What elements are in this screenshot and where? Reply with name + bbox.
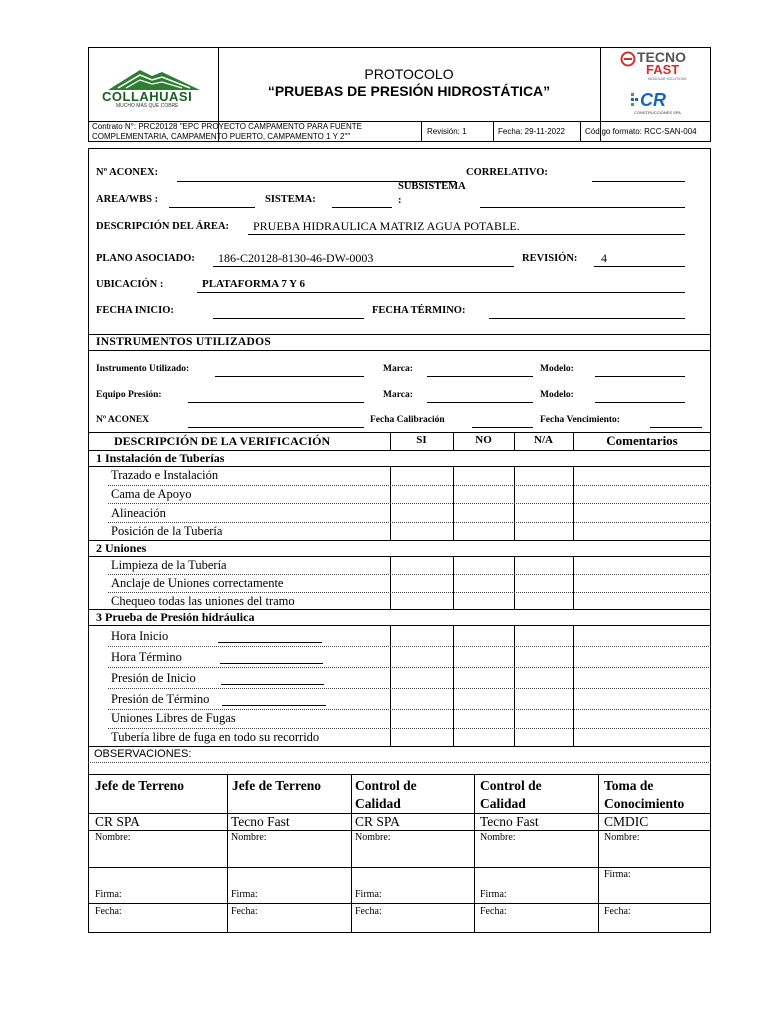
fecha-inicio-label: FECHA INICIO: [96,305,174,316]
section-3-title: 3 Prueba de Presión hidráulica [96,610,255,624]
document-title [218,66,600,100]
modelo2-label: Modelo: [540,390,574,400]
fecha-field-4[interactable]: Fecha: [480,906,507,917]
role-control-calidad-tf: Control de Calidad [480,778,542,811]
fecha-field-1[interactable]: Fecha: [95,906,122,917]
ubicacion-value[interactable]: PLATAFORMA 7 Y 6 [202,278,305,290]
cr-logo [630,90,690,118]
no-header: NO [475,434,492,446]
sistema-label: SISTEMA: [265,194,316,205]
equipo-presion-label: Equipo Presión: [96,390,162,400]
role-control-calidad-cr: Control de Calidad [355,778,417,811]
area-wbs-label: AREA/WBS : [96,194,159,205]
contract-info: Contrato N°: PRC20128 "EPC PROYECTO CAMPAMENTO PARA FUENTE COMPLEMENTARIA, CAMPAMENTO PUERTO, CAMPAMENTO 1 Y 2"" [92,122,362,141]
fecha-field-2[interactable]: Fecha: [231,906,258,917]
descripcion-area-label: DESCRIPCIÓN DEL ÁREA: [96,221,230,232]
plano-asociado-label: PLANO ASOCIADO: [96,253,195,264]
hora-termino-label: Hora Término [111,650,182,664]
presion-termino-field[interactable] [222,705,326,706]
role-jefe-terreno-tf: Jefe de Terreno [232,778,321,793]
si-header: SI [416,434,427,446]
format-code-cell: Código formato: RCC-SAN-004 [585,127,697,136]
check-cama-apoyo[interactable]: Cama de Apoyo [111,487,192,501]
section-2-title: 2 Uniones [96,541,147,555]
instrumento-field[interactable] [215,376,364,377]
revision-label: REVISIÓN: [522,253,578,264]
company-tf-1: Tecno Fast [231,814,290,829]
check-chequeo-uniones[interactable]: Chequeo todas las uniones del tramo [111,594,295,608]
cr-tagline: CONSTRUCCIONES SPA [634,110,681,115]
fecha-calibracion-label: Fecha Calibración [370,415,445,425]
nombre-field-5[interactable]: Nombre: [604,832,640,843]
firma-field-1[interactable]: Firma: [95,889,122,900]
area-wbs-field[interactable] [169,207,255,208]
revision-value[interactable]: 4 [601,251,607,265]
check-alineacion[interactable]: Alineación [111,506,166,520]
tecnofast-tagline: MODULAR SOLUTIONS [648,77,687,81]
fecha-inicio-field[interactable] [213,318,364,319]
comentarios-header: Comentarios [606,433,678,448]
hora-termino-field[interactable] [220,663,323,664]
cr-wordmark: CR [640,90,666,110]
observaciones-label: OBSERVACIONES: [94,748,192,760]
role-jefe-terreno-cr: Jefe de Terreno [95,778,184,793]
correlativo-field[interactable] [592,181,685,182]
firma-field-2[interactable]: Firma: [231,889,258,900]
check-trazado[interactable]: Trazado e Instalación [111,468,219,482]
presion-inicio-field[interactable] [221,684,324,685]
revision-cell: Revisión: 1 [427,127,467,136]
role-toma-conocimiento: Toma de Conocimiento [604,778,685,811]
marca-label: Marca: [383,364,413,374]
title-line-1: PROTOCOLO [364,66,454,82]
sistema-field[interactable] [332,207,392,208]
fecha-vencimiento-field[interactable] [650,427,702,428]
hora-inicio-field[interactable] [218,642,322,643]
fecha-field-5[interactable]: Fecha: [604,906,631,917]
collahuasi-tagline: MUCHO MÁS QUE COBRE [116,103,179,109]
fecha-vencimiento-label: Fecha Vencimiento: [540,415,620,425]
marca2-field[interactable] [427,402,533,403]
company-cr-1: CR SPA [95,814,140,829]
section-1-title: 1 Instalación de Tuberías [96,451,225,465]
subsistema-field[interactable] [480,207,685,208]
fecha-calibracion-field[interactable] [472,427,533,428]
na-header: N/A [534,434,553,446]
modelo2-field[interactable] [595,402,685,403]
marca2-label: Marca: [383,390,413,400]
equipo-presion-field[interactable] [188,402,364,403]
ubicacion-label: UBICACIÓN : [96,279,164,290]
hora-inicio-label: Hora Inicio [111,629,169,643]
collahuasi-wordmark: COLLAHUASI [102,89,193,104]
tecnofast-word-1: TECNO [637,49,686,65]
cr-icon [630,92,640,108]
modelo-field[interactable] [595,376,685,377]
fecha-termino-field[interactable] [489,318,685,319]
tecnofast-logo [620,49,704,87]
firma-field-5[interactable]: Firma: [604,869,631,880]
aconex-instr-field[interactable] [188,427,364,428]
tecnofast-icon [620,51,636,67]
date-cell: Fecha: 29-11-2022 [498,127,566,136]
instrumento-label: Instrumento Utilizado: [96,364,190,374]
nombre-field-1[interactable]: Nombre: [95,832,131,843]
fecha-termino-label: FECHA TÉRMINO: [372,305,466,316]
collahuasi-logo [100,66,210,110]
check-uniones-libres[interactable]: Uniones Libres de Fugas [111,711,236,725]
aconex-label: Nº ACONEX: [96,167,159,178]
subsistema-label: SUBSISTEMA [398,181,466,192]
correlativo-label: CORRELATIVO: [466,167,548,178]
presion-termino-label: Presión de Término [111,692,210,706]
modelo-label: Modelo: [540,364,574,374]
check-anclaje[interactable]: Anclaje de Uniones correctamente [111,576,284,590]
verification-header: DESCRIPCIÓN DE LA VERIFICACIÓN [114,434,331,448]
nombre-field-3[interactable]: Nombre: [355,832,391,843]
instrumentos-title: INSTRUMENTOS UTILIZADOS [96,336,272,348]
tecnofast-word-2: FAST [646,62,680,77]
subsistema-colon: : [398,195,402,206]
aconex-instr-label: Nº ACONEX [96,415,150,425]
nombre-field-4[interactable]: Nombre: [480,832,516,843]
check-tuberia-libre[interactable]: Tubería libre de fuga en todo su recorrido [111,730,320,744]
check-limpieza[interactable]: Limpieza de la Tubería [111,558,227,572]
check-posicion[interactable]: Posición de la Tubería [111,524,223,538]
plano-asociado-value[interactable]: 186-C20128-8130-46-DW-0003 [218,251,374,265]
fecha-field-3[interactable]: Fecha: [355,906,382,917]
firma-field-3[interactable]: Firma: [355,889,382,900]
descripcion-area-value[interactable]: PRUEBA HIDRAULICA MATRIZ AGUA POTABLE. [253,219,520,233]
company-cmdic: CMDIC [604,814,649,829]
marca-field[interactable] [427,376,533,377]
company-cr-2: CR SPA [355,814,400,829]
company-tf-2: Tecno Fast [480,814,539,829]
nombre-field-2[interactable]: Nombre: [231,832,267,843]
presion-inicio-label: Presión de Inicio [111,671,196,685]
title-line-2: “PRUEBAS DE PRESIÓN HIDROSTÁTICA” [267,83,551,99]
firma-field-4[interactable]: Firma: [480,889,507,900]
